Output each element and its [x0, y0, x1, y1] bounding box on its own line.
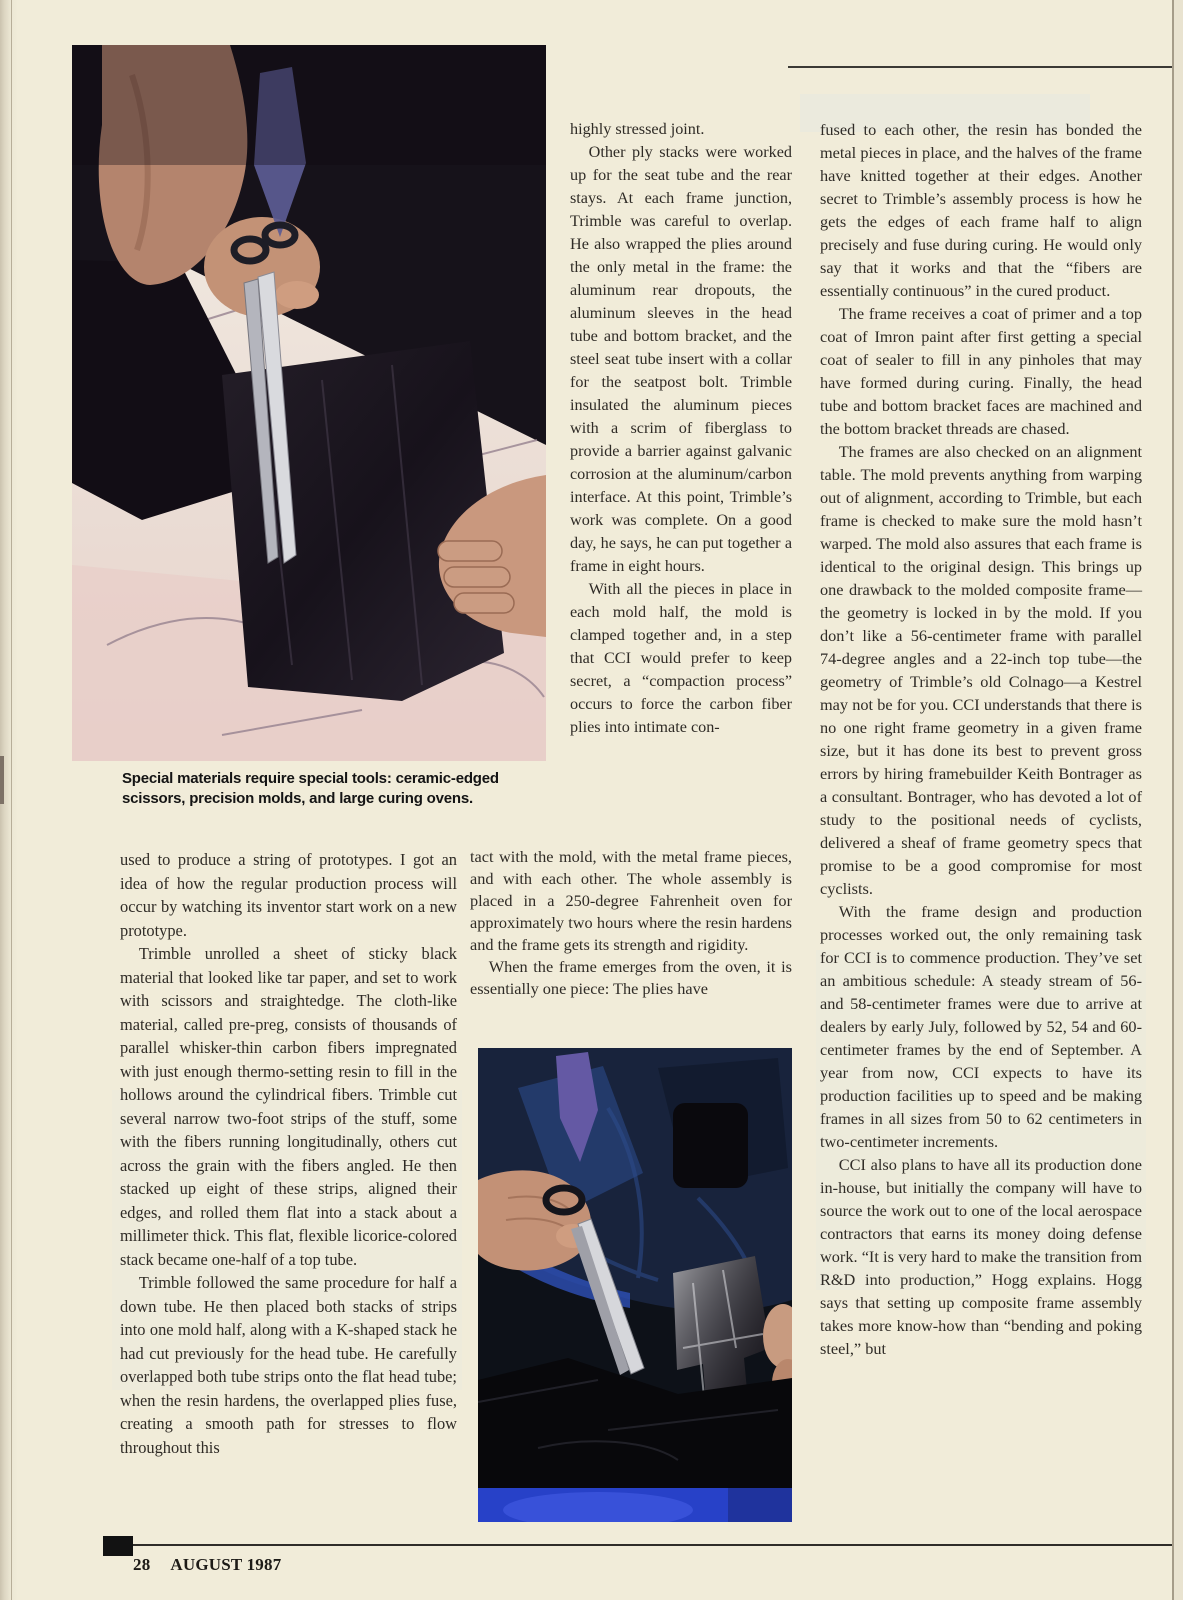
- body-paragraph: Trimble unrolled a sheet of sticky black material that looked like tar paper, and set to work with scissors and straightedge. The cloth-like material, called pre-preg, consists of thousands of parallel whisker-thin carbon fibers impregnated with just enough thermo-setting resin to fill in the hollows around the cylindrical fibers. Trimble cut several narrow two-foot strips of the stuff, some with the fibers running longitudinally, others cut across the grain with the fibers angled. He then stacked up eight of these strips, aligned their edges, and rolled them flat into a stack about a millimeter thick. This flat, flexible licorice-colored stack became one-half of a top tube.: [120, 944, 457, 1269]
- left-column: [120, 848, 457, 1459]
- top-right-rule: [788, 66, 1172, 68]
- body-paragraph: Other ply stacks were worked up for the seat tube and the rear stays. At each frame junction, Trimble was careful to overlap. He also wrapped the plies around the only metal in the frame: the aluminum rear dropouts, the aluminum sleeves in the head tube and bottom bracket, and the steel seat tube insert with a collar for the seatpost bolt. Trimble insulated the aluminum pieces with a scrim of fiberglass to provide a barrier against galvanic corrosion at the aluminum/carbon interface. At this point, Trimble’s work was complete. On a good day, he says, he can put together a frame in eight hours.: [570, 143, 792, 575]
- body-paragraph: When the frame emerges from the oven, it is essentially one piece: The plies have: [470, 957, 792, 998]
- right-column: [820, 118, 1142, 1360]
- page-left-edge-line: [11, 0, 12, 1600]
- body-paragraph: The frames are also checked on an alignment table. The mold prevents anything from warping out of alignment, according to Trimble, but each frame is checked to make sure the mold hasn’t warped. The mold also assures that each frame is identical to the original design. This brings up one drawback to the molded composite frame—the geometry is locked in by the mold. If you don’t like a 56-centimeter frame with parallel 74-degree angles and a 22-inch top tube—the geometry of Trimble’s old Colnago—a Kestrel may not be for you. CCI understands that there is no one right frame geometry in a given frame size, but it has done its best to prevent gross errors by hiring framebuilder Keith Bontrager as a consultant. Bontrager, who has devoted a lot of study to the positional needs of cyclists, delivered a sheaf of frame geometry specs that promise to be a good compromise for most cyclists.: [820, 442, 1142, 898]
- body-paragraph: fused to each other, the resin has bonded the metal pieces in place, and the halves of the frame have knitted together at their edges. Another secret to Trimble’s assembly process is how he gets the edges of each frame half to align precisely and fuse during curing. He would only say that it works and that the “fibers are essentially continuous” in the cured product.: [820, 120, 1142, 300]
- middle-column-wide: [470, 846, 792, 1000]
- photo-caption: Special materials require special tools: ceramic-edged scissors, precision molds, and large curing ovens.: [122, 770, 499, 807]
- footer-square: [103, 1536, 133, 1556]
- footer-rule: [133, 1544, 1172, 1546]
- photo-ply-trimming: [478, 1048, 792, 1522]
- photo-prepreg-cutting: [72, 45, 546, 761]
- middle-column-narrow: [570, 118, 792, 739]
- page-footer: [133, 1555, 281, 1575]
- page-left-edge-mark: [0, 756, 4, 804]
- body-paragraph: With all the pieces in place in each mold half, the mold is clamped together and, in a step that CCI would prefer to keep secret, a “compaction process” occurs to force the carbon fiber plies into intimate con-: [570, 580, 792, 736]
- magazine-date: AUGUST 1987: [170, 1555, 282, 1574]
- body-paragraph: Trimble followed the same procedure for half a down tube. He then placed both stacks of strips into one mold half, along with a K-shaped stack he had cut previously for the head tube. He carefully overlapped both tube strips onto the flat head tube; when the resin hardens, the overlapped plies fuse, creating a smooth path for stresses to flow throughout this: [120, 1273, 457, 1457]
- page-number: 28: [133, 1555, 151, 1574]
- body-paragraph: With the frame design and production processes worked out, the only remaining task for CCI is to commence production. They’ve set an ambitious schedule: A steady stream of 56- and 58-centimeter frames were due to arrive at dealers by early July, followed by 52, 54 and 60-centimeter frames by the end of September. A year from now, CCI expects to have its production facilities up to speed and be making frames in all sizes from 50 to 62 centimeters in two-centimeter increments.: [820, 902, 1142, 1151]
- body-paragraph: The frame receives a coat of primer and a top coat of Imron paint after first getting a special coat of sealer to fill in any pinholes that may have formed during curing. Finally, the head tube and bottom bracket faces are machined and the bottom bracket threads are chased.: [820, 304, 1142, 438]
- page-right-edge: [1174, 0, 1183, 1600]
- body-paragraph: tact with the mold, with the metal frame pieces, and with each other. The whole assembly is placed in a 250-degree Fahrenheit oven for approximately two hours where the resin hardens and the frame gets its strength and rigidity.: [470, 847, 792, 954]
- page-right-edge-line: [1172, 0, 1174, 1600]
- body-paragraph: highly stressed joint.: [570, 120, 705, 138]
- body-paragraph: CCI also plans to have all its production done in-house, but initially the company will have to source the work out to one of the local aerospace contractors that earns its money doing defense work. “It is very hard to make the transition from R&D into production,” Hogg explains. Hogg says that setting up composite frame assembly takes more know-how than “bending and poking steel,” but: [820, 1155, 1142, 1358]
- body-paragraph: used to produce a string of prototypes. I got an idea of how the regular production process will occur by watching its inventor start work on a new prototype.: [120, 850, 457, 940]
